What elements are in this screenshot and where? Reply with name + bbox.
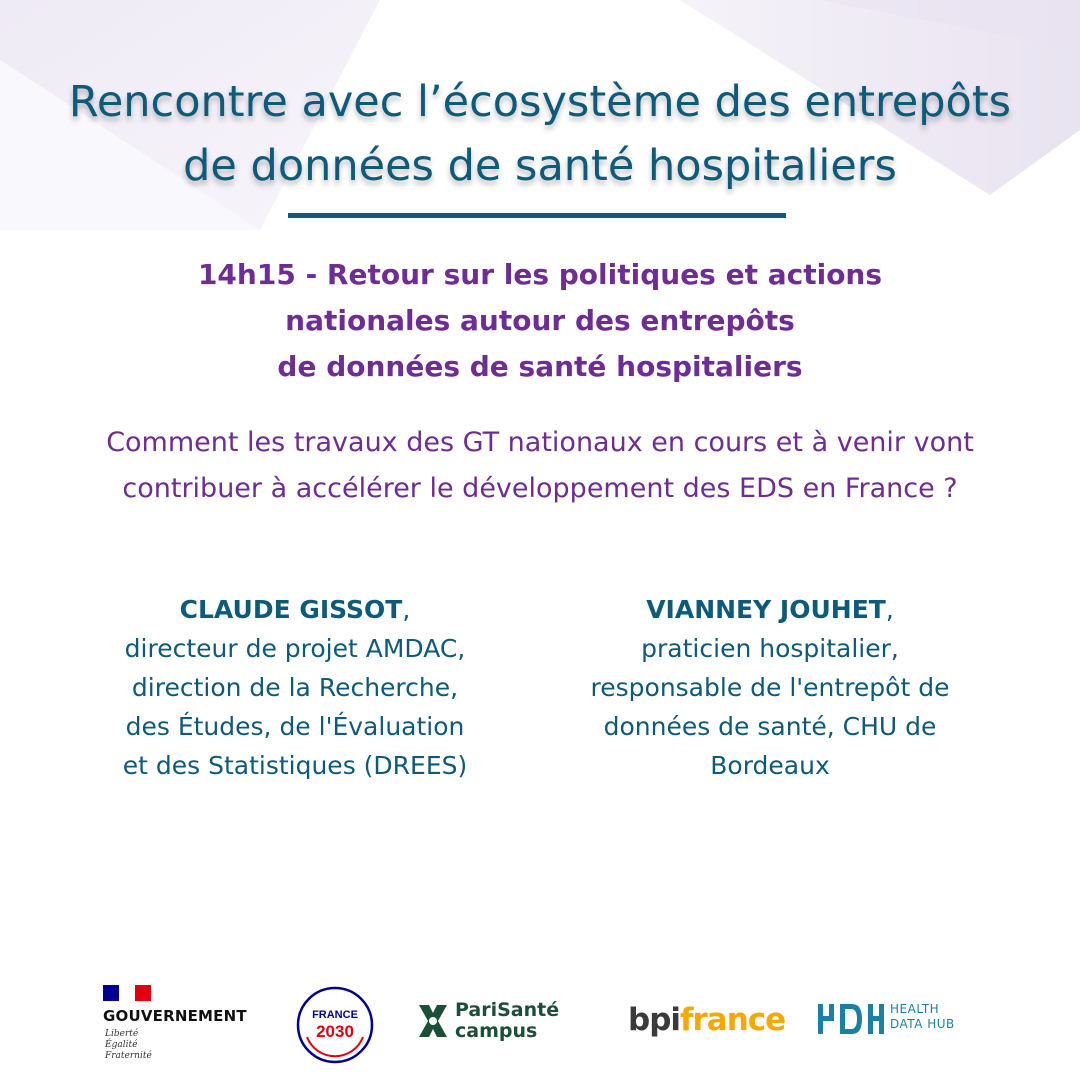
bpi-text-part2: france	[680, 1002, 786, 1038]
france-2030-logo	[295, 985, 375, 1065]
france-2030-top-text: FRANCE	[312, 1009, 358, 1021]
bpi-text-part1: bpi	[628, 1002, 681, 1038]
speaker-name: VIANNEY JOUHET	[646, 595, 886, 624]
partner-logos	[0, 970, 1080, 1080]
speaker-name: CLAUDE GISSOT	[179, 595, 403, 624]
gouvernement-motto: Liberté Égalité Fraternité	[105, 1029, 152, 1061]
speaker-role-line: des Études, de l'Évaluation	[125, 712, 465, 741]
session-line-1: 14h15 - Retour sur les politiques et actions	[197, 258, 883, 291]
hdh-monogram-icon	[818, 1000, 884, 1038]
health-data-hub-logo	[818, 1000, 988, 1045]
france-2030-bottom-text: 2030	[316, 1022, 354, 1041]
speaker-card-right: VIANNEY JOUHET, praticien hospitalier, responsable de l'entrepôt de données de santé, CHU de Bordeaux	[550, 590, 990, 785]
session-line-3: de données de santé hospitaliers	[277, 350, 803, 383]
speaker-role-line: responsable de l'entrepôt de	[590, 673, 950, 702]
page-title	[40, 70, 1040, 198]
france-2030-icon	[295, 985, 375, 1065]
speaker-role-line: directeur de projet AMDAC,	[124, 634, 466, 663]
gouvernement-name: GOUVERNEMENT	[103, 1007, 247, 1025]
question-line-2: contribuer à accélérer le développement des EDS en France ?	[122, 473, 958, 504]
bpifrance-logo	[628, 1000, 786, 1050]
parisante-campus-logo	[415, 998, 590, 1048]
session-question	[20, 420, 1060, 512]
parisante-campus-text: PariSanté campus	[455, 999, 560, 1042]
speaker-role-line: direction de la Recherche,	[131, 673, 459, 702]
title-line-1: Rencontre avec l’écosystème des entrepôts	[68, 77, 1012, 127]
hdh-text: HEALTH DATA HUB	[890, 1002, 955, 1031]
speaker-role-line: et des Statistiques (DREES)	[122, 751, 468, 780]
session-line-2: nationales autour des entrepôts	[285, 304, 795, 337]
speaker-card-left: CLAUDE GISSOT, directeur de projet AMDAC, direction de la Recherche, des Études, de l'Évaluation et des Statistiques (DREES)	[75, 590, 515, 785]
speaker-role-line: praticien hospitalier,	[641, 634, 899, 663]
session-heading	[40, 252, 1040, 390]
question-line-1: Comment les travaux des GT nationaux en cours et à venir vont	[106, 427, 974, 458]
title-line-2: de données de santé hospitaliers	[183, 141, 897, 191]
title-divider	[288, 213, 786, 218]
gouvernement-logo	[103, 985, 263, 1075]
parisante-x-icon	[415, 1001, 451, 1041]
speaker-role-line: Bordeaux	[710, 751, 830, 780]
marianne-flag-icon	[103, 985, 151, 1001]
speaker-role-line: données de santé, CHU de	[603, 712, 937, 741]
